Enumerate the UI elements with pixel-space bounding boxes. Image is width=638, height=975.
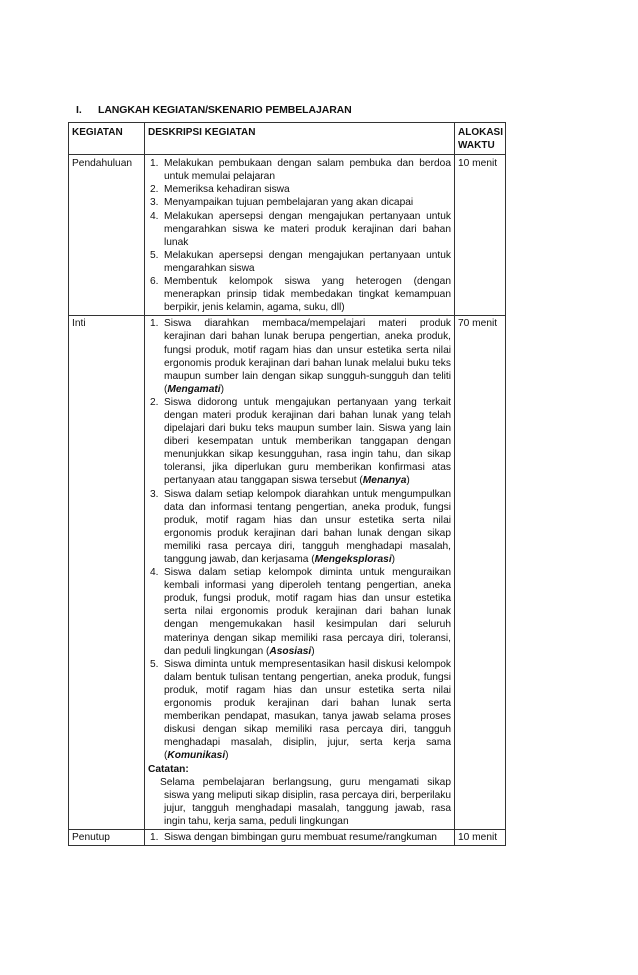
list-item: 3. Siswa dalam setiap kelompok diarahkan untuk mengumpulkan data dan informasi tentang pengertian, aneka produk, fungsi produk, motif ragam hias dan unsur estetika serta nilai ergonomis produk kerajinan dari bahan lunak dengan sikap memiliki rasa percaya diri, tangguh menghadapi masalah, tanggung jawab, dan kerjasama (Mengeksplorasi) [150,488,451,565]
list-item: 5. Melakukan apersepsi dengan mengajukan pertanyaan untuk mengarahkan siswa [150,249,451,274]
table-row-pendahuluan [69,155,506,316]
list-item: 1. Siswa dengan bimbingan guru membuat resume/rangkuman [150,831,437,843]
activity-list [148,157,451,314]
list-item: 5. Siswa diminta untuk mempresentasikan hasil diskusi kelompok dalam bentuk tulisan tentang pengertian, aneka produk, fungsi produk, motif ragam hias dan unsur estetika serta nilai ergonomis produk kerajinan dari bahan lunak serta memberikan pendapat, masukan, tanya jawab selama proses diskusi dengan sikap memiliki rasa percaya diri, tangguh menghadapi masalah, disiplin, jujur, serta kerja sama (Komunikasi) [150,658,451,762]
notes-text: Selama pembelajaran berlangsung, guru mengamati sikap siswa yang meliputi sikap disiplin, rasa percaya diri, berperilaku jujur, tangguh menghadapi masalah, tanggung jawab, rasa ingin tahu, kerja sama, peduli lingkungan [160,776,451,827]
cell-deskripsi [145,316,455,830]
activity-tag: Asosiasi [269,645,312,657]
activity-list [148,831,451,844]
activity-tag: Mengamati [167,383,221,395]
section-title: LANGKAH KEGIATAN/SKENARIO PEMBELAJARAN [98,104,352,116]
cell-deskripsi [145,155,455,316]
notes-label: Catatan: [148,763,189,775]
table-header-row [69,123,506,155]
list-item: 6. Membentuk kelompok siswa yang heterogen (dengan menerapkan prinsip tidak membedakan tingkat kemampuan berpikir, jenis kelamin, agama, suku, dll) [150,276,451,314]
list-item: 4. Siswa dalam setiap kelompok diminta untuk menguraikan kembali informasi yang diperoleh tentang pengertian, aneka produk, fungsi produk, motif ragam hias dan unsur estetika serta nilai ergonomis produk kerajinan dari bahan lunak dengan mengemukakan hasil kesimpulan dari seluruh materinya dengan sikap memiliki rasa percaya diri, toleransi, dan peduli lingkungan (Asosiasi) [150,567,451,657]
cell-deskripsi [145,829,455,845]
section-heading [76,104,352,116]
cell-waktu: 10 menit [455,155,506,316]
header-deskripsi: DESKRIPSI KEGIATAN [145,123,455,155]
activity-tag: Menanya [362,475,407,487]
cell-kegiatan: Penutup [69,829,145,845]
list-item: 2. Memeriksa kehadiran siswa [150,184,290,196]
table-row-inti [69,316,506,830]
activity-table [68,122,506,846]
list-item: 2. Siswa didorong untuk mengajukan pertanyaan yang terkait dengan materi produk kerajinan dari bahan lunak yang telah dipelajari dari buku teks maupun sumber lain. Siswa yang lain diberi kesempatan untuk memberikan tanggapan dengan menunjukkan sikap kesungguhan, rasa ingin tahu, dan sikap toleransi, jika diperlukan guru memberikan konfirmasi atas pertanyaan atau tanggapan siswa tersebut (Menanya) [150,396,451,487]
list-item: 4. Melakukan apersepsi dengan mengajukan pertanyaan untuk mengarahkan siswa ke materi produk kerajinan dari bahan lunak [150,210,451,248]
cell-waktu: 70 menit [455,316,506,830]
header-alokasi-waktu: ALOKASI WAKTU [455,123,506,155]
cell-kegiatan: Pendahuluan [69,155,145,316]
list-item: 1. Siswa diarahkan membaca/mempelajari materi produk kerajinan dari bahan lunak berupa pengertian, aneka produk, fungsi produk, motif ragam hias dan unsur estetika serta nilai ergonomis produk kerajinan dari bahan lunak melalui buku teks maupun sumber lain dengan sikap sungguh-sungguh dan teliti (Mengamati) [150,318,451,395]
activity-tag: Mengeksplorasi [314,554,392,565]
table-row-penutup [69,829,506,845]
activity-list [148,317,451,762]
list-item: 1. Melakukan pembukaan dengan salam pembuka dan berdoa untuk memulai pelajaran [150,158,451,183]
section-number: I. [76,104,82,116]
list-item: 3. Menyampaikan tujuan pembelajaran yang akan dicapai [150,197,414,209]
header-kegiatan: KEGIATAN [69,123,145,155]
activity-tag: Komunikasi [167,750,226,762]
cell-kegiatan: Inti [69,316,145,830]
cell-waktu: 10 menit [455,829,506,845]
